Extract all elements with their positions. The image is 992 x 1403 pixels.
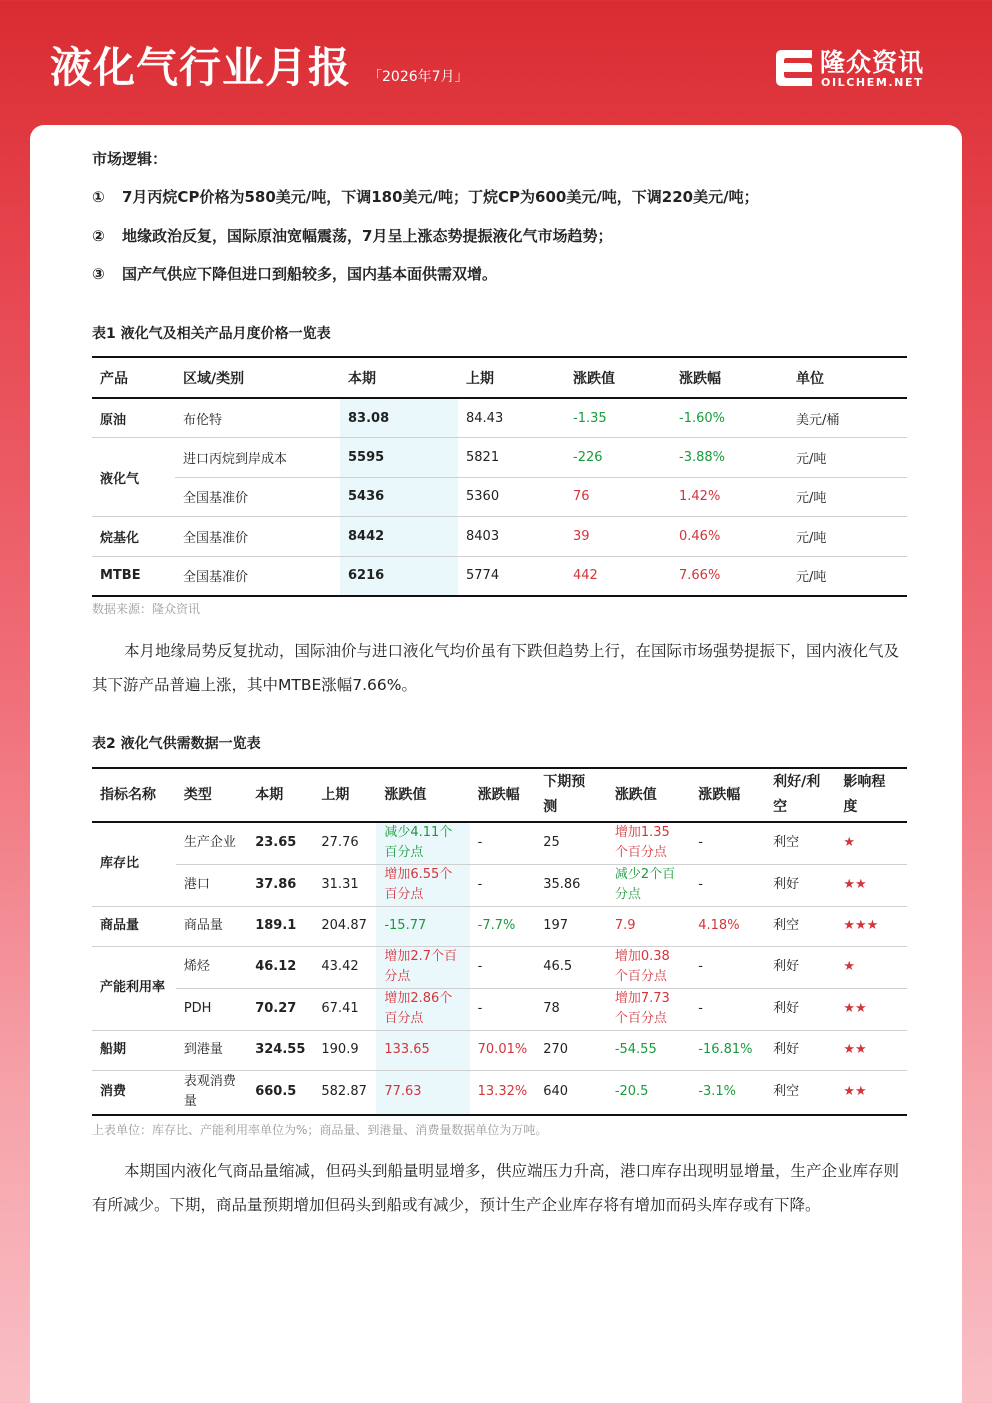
effect-cell: 利空 xyxy=(765,1070,835,1115)
current-cell: 660.5 xyxy=(247,1070,313,1115)
market-logic-label: 市场逻辑： xyxy=(92,150,168,168)
table-row xyxy=(92,906,907,946)
indicator-cell: 船期 xyxy=(92,1030,176,1070)
col-header: 涨跌幅 xyxy=(477,786,520,803)
previous-cell: 5360 xyxy=(458,477,565,517)
forecast-change-cell: 增加1.35个百分点 xyxy=(614,825,670,861)
supply-demand-table xyxy=(92,767,907,1116)
col-header: 上期 xyxy=(321,786,350,803)
col-header: 涨跌幅 xyxy=(698,786,741,803)
product-cell: 烷基化 xyxy=(92,517,175,557)
table-row xyxy=(92,398,907,438)
indicator-cell: 库存比 xyxy=(100,856,140,872)
forecast-pct-cell: - xyxy=(690,946,765,988)
forecast-cell: 640 xyxy=(535,1070,607,1115)
logo-text: 隆众资讯 xyxy=(820,48,925,77)
previous-cell: 67.41 xyxy=(313,988,376,1030)
change-cell: -226 xyxy=(565,438,671,478)
impact-stars: ★★ xyxy=(835,988,907,1030)
point-number: ② xyxy=(92,227,105,245)
forecast-pct-cell: - xyxy=(698,835,703,851)
previous-cell: 5774 xyxy=(458,556,565,596)
paragraph-price-summary: 本月地缘局势反复扰动，国际油价与进口液化气均价虽有下跌但趋势上行，在国际市场强势提振下，国内液化气及其下游产品普遍上涨，其中MTBE涨幅7.66%。 xyxy=(92,642,900,694)
effect-cell: 利空 xyxy=(773,835,800,851)
previous-cell: 204.87 xyxy=(313,906,376,946)
previous-cell: 31.31 xyxy=(313,864,376,906)
pct-cell: 13.32% xyxy=(470,1070,536,1115)
effect-cell: 利空 xyxy=(765,906,835,946)
col-header: 涨跌幅 xyxy=(679,370,721,387)
table2-note: 上表单位：库存比、产能利用率单位为%；商品量、到港量、消费量数据单位为万吨。 xyxy=(92,1123,548,1137)
pct-cell: 70.01% xyxy=(470,1030,536,1070)
current-cell: 37.86 xyxy=(247,864,313,906)
current-cell: 70.27 xyxy=(247,988,313,1030)
forecast-change-cell: 增加7.73个百分点 xyxy=(607,988,690,1030)
current-cell: 8442 xyxy=(340,517,458,557)
impact-stars: ★★ xyxy=(835,864,907,906)
current-cell: 23.65 xyxy=(255,835,297,851)
type-cell: PDH xyxy=(176,988,247,1030)
forecast-pct-cell: - xyxy=(690,864,765,906)
forecast-change-cell: 减少2个百分点 xyxy=(607,864,690,906)
point-text: 地缘政治反复，国际原油宽幅震荡，7月呈上涨态势提振液化气市场趋势； xyxy=(122,227,613,245)
indicator-cell: 消费 xyxy=(92,1070,176,1115)
col-header: 影响程度 xyxy=(843,774,886,815)
point-text: 7月丙烷CP价格为580美元/吨，下调180美元/吨；丁烷CP为600美元/吨，下调220美元/吨； xyxy=(122,188,759,206)
region-cell: 全国基准价 xyxy=(175,556,340,596)
current-cell: 189.1 xyxy=(247,906,313,946)
effect-cell: 利好 xyxy=(765,988,835,1030)
unit-cell: 元/吨 xyxy=(788,517,907,557)
unit-cell: 元/吨 xyxy=(788,438,907,478)
pct-cell: -3.88% xyxy=(671,438,788,478)
change-cell: -15.77 xyxy=(376,906,469,946)
impact-stars: ★ xyxy=(843,835,856,851)
product-cell: 原油 xyxy=(100,412,127,428)
change-cell: 133.65 xyxy=(376,1030,469,1070)
pct-cell: - xyxy=(477,835,483,851)
previous-cell: 84.43 xyxy=(466,410,504,426)
forecast-cell: 78 xyxy=(535,988,607,1030)
type-cell: 烯烃 xyxy=(176,946,247,988)
col-header: 涨跌值 xyxy=(614,786,657,803)
current-cell: 5595 xyxy=(340,438,458,478)
change-cell: 增加6.55个百分点 xyxy=(376,864,469,906)
forecast-cell: 35.86 xyxy=(535,864,607,906)
table1-caption: 表1 液化气及相关产品月度价格一览表 xyxy=(92,326,331,342)
pct-cell: 0.46% xyxy=(671,517,788,557)
pct-cell: -7.7% xyxy=(470,906,536,946)
table-row xyxy=(92,556,907,596)
pct-cell: 1.42% xyxy=(671,477,788,517)
table-row xyxy=(92,946,907,988)
forecast-cell: 270 xyxy=(535,1030,607,1070)
previous-cell: 5821 xyxy=(458,438,565,478)
type-cell: 表观消费量 xyxy=(176,1070,247,1115)
type-cell: 港口 xyxy=(176,864,247,906)
change-cell: 增加2.86个百分点 xyxy=(376,988,469,1030)
previous-cell: 8403 xyxy=(458,517,565,557)
col-header: 本期 xyxy=(255,786,284,803)
report-title: 液化气行业月报 xyxy=(50,43,352,92)
change-cell: -1.35 xyxy=(573,410,607,426)
impact-stars: ★ xyxy=(835,946,907,988)
current-cell: 6216 xyxy=(340,556,458,596)
forecast-pct-cell: -16.81% xyxy=(690,1030,765,1070)
market-point xyxy=(92,225,612,246)
change-cell: 77.63 xyxy=(376,1070,469,1115)
previous-cell: 190.9 xyxy=(313,1030,376,1070)
pct-cell: - xyxy=(470,988,536,1030)
table1-source: 数据来源：隆众资讯 xyxy=(92,602,201,616)
col-header: 指标名称 xyxy=(100,786,156,803)
change-cell: 442 xyxy=(565,556,671,596)
forecast-change-cell: -54.55 xyxy=(607,1030,690,1070)
impact-stars: ★★★ xyxy=(835,906,907,946)
current-cell: 324.55 xyxy=(247,1030,313,1070)
table-row xyxy=(92,438,907,478)
point-number: ① xyxy=(92,188,105,206)
pct-cell: - xyxy=(470,864,536,906)
pct-cell: - xyxy=(470,946,536,988)
change-cell: 增加2.7个百分点 xyxy=(376,946,469,988)
table-row xyxy=(92,822,907,864)
table-row xyxy=(92,1070,907,1115)
col-header: 本期 xyxy=(348,370,376,387)
table-header-row xyxy=(92,357,907,398)
price-table xyxy=(92,356,907,597)
table-row xyxy=(92,517,907,557)
pct-cell: 7.66% xyxy=(671,556,788,596)
forecast-pct-cell: -3.1% xyxy=(690,1070,765,1115)
company-logo[interactable] xyxy=(772,48,942,92)
previous-cell: 27.76 xyxy=(321,835,359,851)
change-cell: 减少4.11个百分点 xyxy=(376,822,469,864)
table-row xyxy=(92,477,907,517)
impact-stars: ★★ xyxy=(835,1070,907,1115)
point-text: 国产气供应下降但进口到船较多，国内基本面供需双增。 xyxy=(122,265,498,283)
effect-cell: 利好 xyxy=(765,864,835,906)
paragraph-supply-summary: 本期国内液化气商品量缩减，但码头到船量明显增多，供应端压力升高，港口库存出现明显增量，生产企业库存则有所减少。下期，商品量预期增加但码头到船或有减少，预计生产企业库存将有增加而码头库存或有下降。 xyxy=(92,1162,900,1214)
report-date: 「2026年7月」 xyxy=(368,69,469,85)
col-header: 类型 xyxy=(183,786,212,803)
forecast-pct-cell: 4.18% xyxy=(690,906,765,946)
pct-cell: -1.60% xyxy=(679,410,725,426)
region-cell: 全国基准价 xyxy=(175,477,340,517)
previous-cell: 582.87 xyxy=(313,1070,376,1115)
unit-cell: 美元/桶 xyxy=(796,412,840,428)
table-header-row xyxy=(92,768,907,822)
type-cell: 商品量 xyxy=(176,906,247,946)
forecast-change-cell: -20.5 xyxy=(607,1070,690,1115)
impact-stars: ★★ xyxy=(835,1030,907,1070)
region-cell: 全国基准价 xyxy=(175,517,340,557)
col-header: 单位 xyxy=(796,370,824,387)
forecast-change-cell: 7.9 xyxy=(607,906,690,946)
col-header: 上期 xyxy=(466,370,494,387)
region-cell: 进口丙烷到岸成本 xyxy=(175,438,340,478)
report-header xyxy=(0,0,992,125)
forecast-pct-cell: - xyxy=(690,988,765,1030)
unit-cell: 元/吨 xyxy=(788,556,907,596)
col-header: 涨跌值 xyxy=(384,786,427,803)
indicator-cell: 商品量 xyxy=(92,906,176,946)
logo-domain: OILCHEM.NET xyxy=(821,76,924,89)
logo-mark-icon xyxy=(772,48,816,88)
indicator-cell: 产能利用率 xyxy=(92,946,176,1030)
region-cell: 布伦特 xyxy=(183,412,223,428)
current-cell: 46.12 xyxy=(247,946,313,988)
effect-cell: 利好 xyxy=(765,1030,835,1070)
type-cell: 到港量 xyxy=(176,1030,247,1070)
table2-caption: 表2 液化气供需数据一览表 xyxy=(92,736,261,752)
forecast-cell: 46.5 xyxy=(535,946,607,988)
effect-cell: 利好 xyxy=(765,946,835,988)
forecast-change-cell: 增加0.38个百分点 xyxy=(607,946,690,988)
col-header: 涨跌值 xyxy=(573,370,615,387)
table-row xyxy=(92,988,907,1030)
forecast-cell: 25 xyxy=(543,835,560,851)
current-cell: 83.08 xyxy=(340,398,458,438)
table-row xyxy=(92,864,907,906)
col-header: 利好/利空 xyxy=(773,774,821,815)
market-point xyxy=(92,263,497,284)
current-cell: 5436 xyxy=(340,477,458,517)
market-point xyxy=(92,186,759,207)
col-header: 区域/类别 xyxy=(183,370,245,387)
point-number: ③ xyxy=(92,265,105,283)
unit-cell: 元/吨 xyxy=(788,477,907,517)
forecast-cell: 197 xyxy=(535,906,607,946)
table-row xyxy=(92,1030,907,1070)
change-cell: 39 xyxy=(565,517,671,557)
type-cell: 生产企业 xyxy=(183,835,236,851)
col-header: 产品 xyxy=(100,370,128,387)
previous-cell: 43.42 xyxy=(313,946,376,988)
product-cell: MTBE xyxy=(92,556,175,596)
col-header: 下期预测 xyxy=(543,774,586,815)
change-cell: 76 xyxy=(565,477,671,517)
product-cell: 液化气 xyxy=(92,438,175,517)
